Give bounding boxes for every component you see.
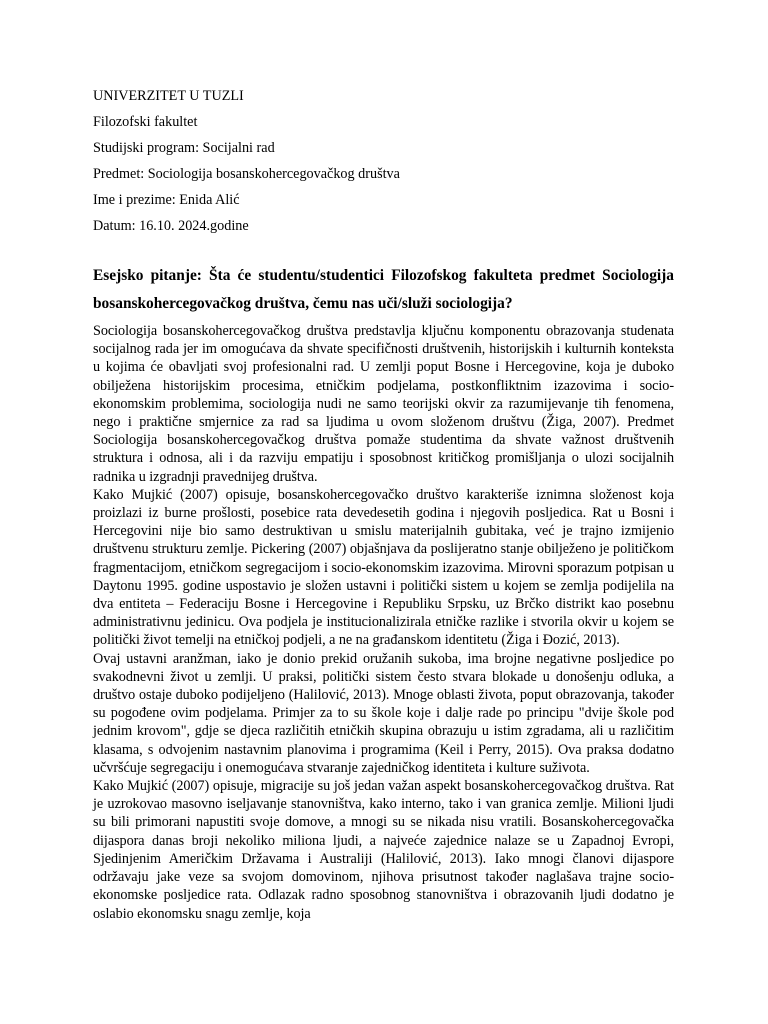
subject-name: Predmet: Sociologija bosanskohercegovačkog društva: [93, 166, 400, 182]
university-name: UNIVERZITET U TUZLI: [93, 88, 244, 104]
body-paragraph: Kako Mujkić (2007) opisuje, bosanskohercegovačko društvo karakteriše iznimna složenost koja proizlazi iz burne prošlosti, posebice rata devedesetih godina i njegovih posljedica. Rat u Bosni i Hercegovini nije bio samo destruktivan u smislu materijalnih gubitaka, već je trajno izmijenio društvenu strukturu zemlje. Pickering (2007) objašnjava da poslijeratno stanje obilježeno je političkom fragmentacijom, etničkom segregacijom i socio-ekonomskim izazovima. Mirovni sporazum potpisan u Daytonu 1995. godine uspostavio je složen ustavni i politički sistem u kojem se zemlja podijelila na dva entiteta – Federaciju Bosne i Hercegovine i Republiku Srpsku, uz Brčko distrikt kao posebnu administrativnu jedinicu. Ova podjela je institucionalizirala etničke razlike i stvorila okvir u kojem se politički život temelji na etničkoj podjeli, a ne na građanskom identitetu (Žiga i Đozić, 2013).: [93, 486, 674, 649]
document-date: Datum: 16.10. 2024.godine: [93, 218, 249, 234]
body-paragraph: Sociologija bosanskohercegovačkog društva predstavlja ključnu komponentu obrazovanja studenata socijalnog rada jer im omogućava da shvate specifičnosti društvenih, historijskih i kulturnih konteksta u kojima će obavljati svoj profesionalni rad. U zemlji poput Bosne i Hercegovine, koja je duboko obilježena historijskim procesima, etničkim podjelama, postkonfliktnim izazovima i socio-ekonomskim problemima, sociologija nudi ne samo teorijski okvir za razumijevanje tih fenomena, nego i praktične smjernice za rad sa ljudima u ovom složenom društvu (Žiga, 2007). Predmet Sociologija bosanskohercegovačkog društva pomaže studentima da shvate važnost društvenih struktura i odnosa, ali i da razviju empatiju i sposobnost kritičkog promišljanja o ulozi socijalnih radnika u izgradnji pravednijeg društva.: [93, 323, 674, 485]
study-program: Studijski program: Socijalni rad: [93, 140, 275, 156]
student-name: Ime i prezime: Enida Alić: [93, 192, 240, 208]
body-paragraph: Kako Mujkić (2007) opisuje, migracije su još jedan važan aspekt bosanskohercegovačkog društva. Rat je uzrokovao masovno iseljavanje stanovništva, kako interno, tako i van granica zemlje. Milioni ljudi su bili primorani napustiti svoje domove, a mnogi su se nikada nisu vratili. Bosanskohercegovačka dijaspora danas broji nekoliko miliona ljudi, a najveće zajednice nalaze se u Zapadnoj Evropi, Sjedinjenim Američkim Državama i Australiji (Halilović, 2013). Iako mnogi članovi dijaspore održavaju jake veze sa svojom domovinom, njihova prisutnost također naglašava trajne socio-ekonomske posljedice rata. Odlazak radno sposobnog stanovništva i obrazovanih ljudi dodatno je oslabio ekonomsku snagu zemlje, koja: [93, 778, 674, 922]
faculty-name: Filozofski fakultet: [93, 114, 198, 130]
essay-question: Esejsko pitanje: Šta će studentu/studentici Filozofskog fakulteta predmet Sociologija bosanskohercegovačkog društva, čemu nas uči/služi sociologija?: [93, 267, 674, 312]
body-paragraph: Ovaj ustavni aranžman, iako je donio prekid oružanih sukoba, ima brojne negativne posljedice po svakodnevni život u zemlji. U praksi, politički sistem često stvara blokade u donošenju odluka, a društvo ostaje duboko podijeljeno (Halilović, 2013). Mnoge oblasti života, poput obrazovanja, također su pogođene ovim podjelama. Primjer za to su škole koje i dalje rade po principu "dvije škole pod jednim krovom", gdje se djeca različitih etničkih skupina obrazuju u istim zgradama, ali u različitim klasama, s odvojenim nastavnim planovima i programima (Keil i Perry, 2015). Ova praksa dodatno učvršćuje segregaciju i onemogućava stvaranje zajedničkog identiteta i kulture suživota.: [93, 650, 674, 776]
document-page: [93, 86, 674, 923]
